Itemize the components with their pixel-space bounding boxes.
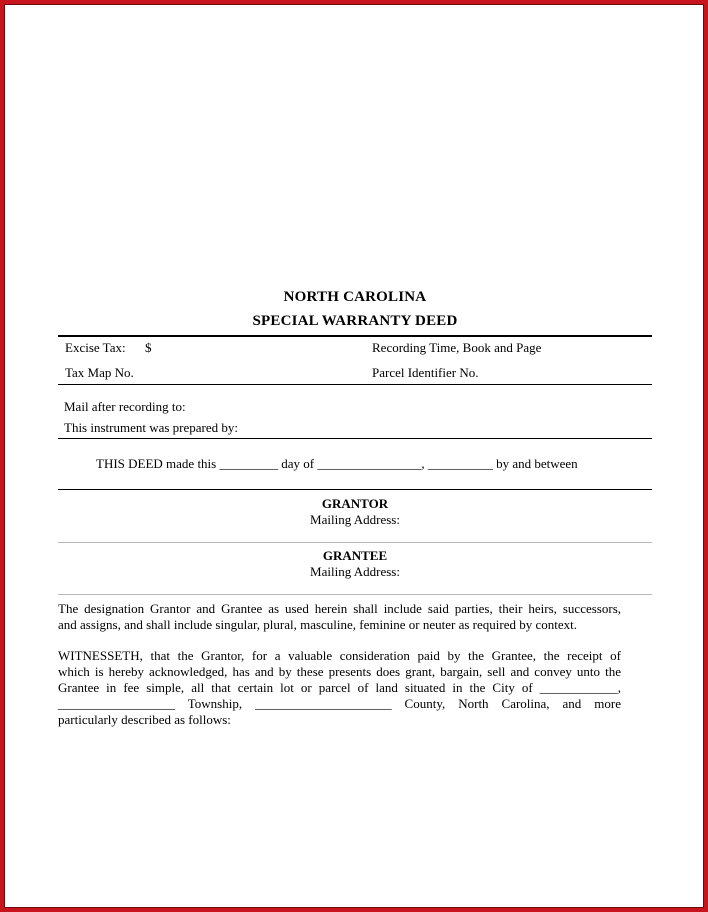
grantor-mailing-address-label: Mailing Address: xyxy=(310,512,400,527)
document-title-state: NORTH CAROLINA xyxy=(283,289,427,305)
document-title-deed: SPECIAL WARRANTY DEED xyxy=(252,313,458,329)
excise-tax-label: Excise Tax: xyxy=(65,340,126,355)
witnesseth-line: __________________ Township, _____________________ County, North Carolina, and more xyxy=(58,696,621,711)
grantor-heading: GRANTOR xyxy=(321,496,389,511)
grantee-block xyxy=(58,548,652,580)
header-top-rule xyxy=(58,335,652,337)
header-bottom-rule xyxy=(58,384,652,385)
grantor-block xyxy=(58,496,652,528)
witnesseth-line: particularly described as follows: xyxy=(58,712,231,727)
witnesseth-paragraph xyxy=(58,648,621,728)
deed-date-line: THIS DEED made this _________ day of ________________, __________ by and between xyxy=(96,456,578,471)
deed-page xyxy=(58,0,652,912)
tax-map-label: Tax Map No. xyxy=(65,365,134,380)
witnesseth-line: Grantee in fee simple, all that certain lot or parcel of land situated in the City of ____________, xyxy=(58,680,621,695)
designation-line: The designation Grantor and Grantee as used herein shall include said parties, their heirs, successors, xyxy=(58,601,621,616)
prepared-by-label: This instrument was prepared by: xyxy=(64,420,239,435)
designation-line: and assigns, and shall include singular, plural, masculine, feminine or neuter as required by context. xyxy=(58,617,577,632)
parcel-identifier-label: Parcel Identifier No. xyxy=(372,365,479,380)
mail-after-recording-label: Mail after recording to: xyxy=(64,399,186,414)
grantor-divider xyxy=(58,542,652,543)
witnesseth-line: WITNESSETH, that the Grantor, for a valuable consideration paid by the Grantee, the receipt of xyxy=(58,648,621,663)
grantee-heading: GRANTEE xyxy=(322,548,388,563)
witnesseth-line: which is hereby acknowledged, has and by these presents does grant, bargain, sell and convey unto the xyxy=(58,664,621,679)
excise-tax-value: $ xyxy=(145,340,152,355)
prepared-by-rule xyxy=(58,438,652,439)
designation-paragraph xyxy=(58,601,621,633)
grantee-mailing-address-label: Mailing Address: xyxy=(310,564,400,579)
grantee-divider xyxy=(58,594,652,595)
parties-top-rule xyxy=(58,489,652,490)
recording-time-label: Recording Time, Book and Page xyxy=(372,340,542,355)
